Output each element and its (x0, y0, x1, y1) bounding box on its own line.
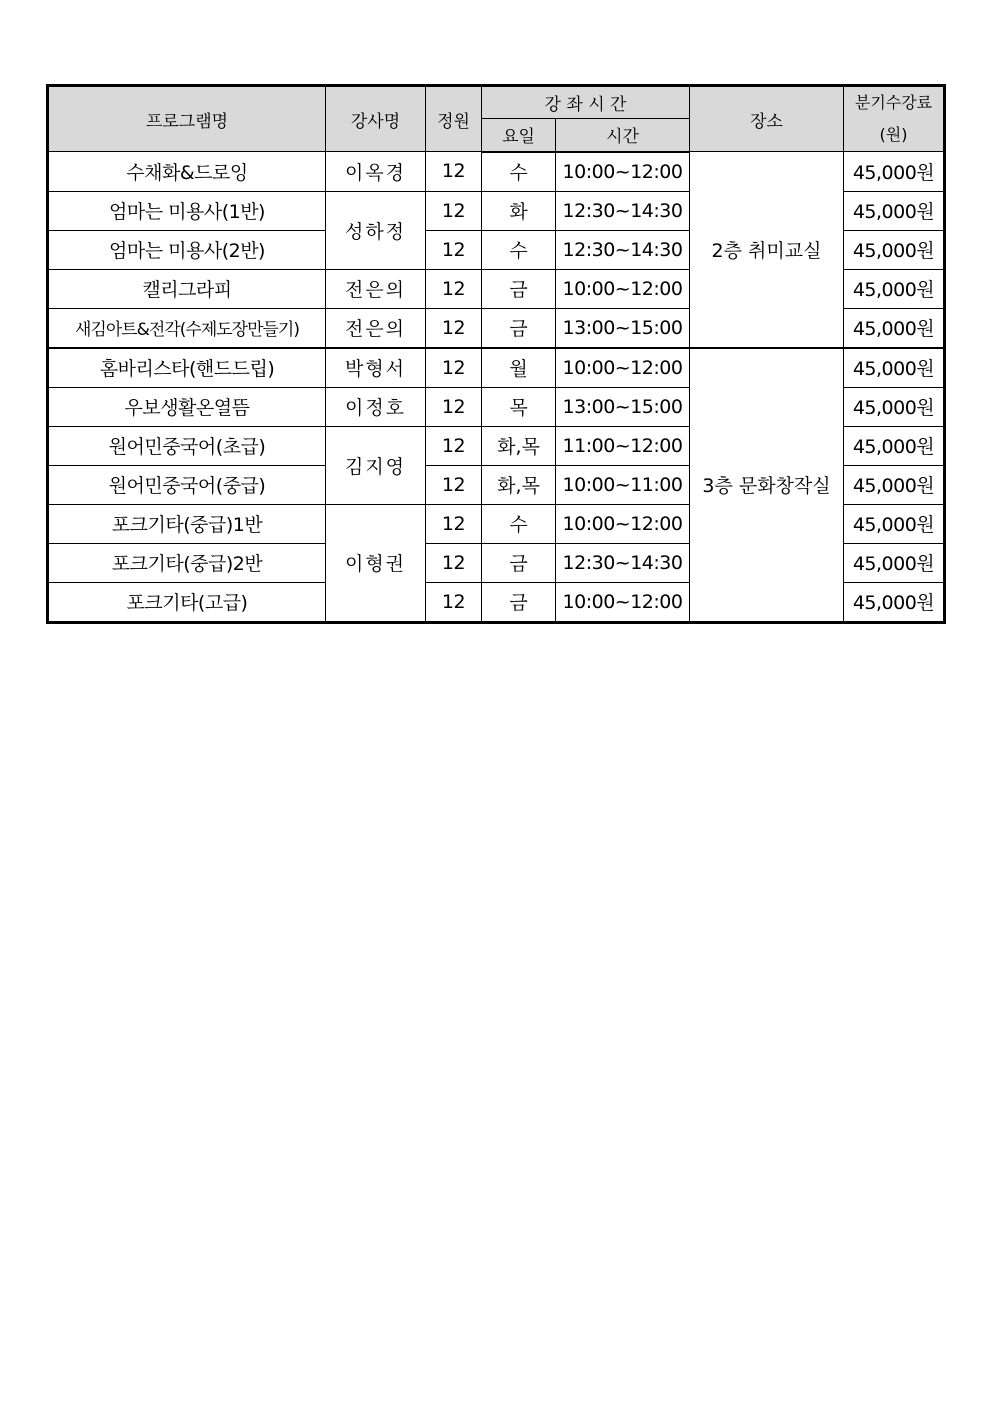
day: 수 (482, 504, 556, 543)
header-fee (844, 86, 945, 152)
program-name: 포크기타(중급)2반 (48, 543, 326, 582)
day: 화 (482, 191, 556, 230)
header-program: 프로그램명 (48, 86, 326, 152)
capacity: 12 (426, 543, 482, 582)
capacity: 12 (426, 582, 482, 622)
day: 금 (482, 582, 556, 622)
program-name: 새김아트&전각(수제도장만들기) (48, 308, 326, 348)
program-name: 원어민중국어(중급) (48, 465, 326, 504)
time: 13:00~15:00 (556, 387, 690, 426)
header-place: 장소 (690, 86, 844, 152)
capacity: 12 (426, 504, 482, 543)
program-name: 원어민중국어(초급) (48, 426, 326, 465)
program-name: 캘리그라피 (48, 269, 326, 308)
program-name: 수채화&드로잉 (48, 152, 326, 192)
day: 금 (482, 543, 556, 582)
day: 수 (482, 230, 556, 269)
fee: 45,000원 (844, 348, 945, 388)
place-floor2: 2층 취미교실 (690, 152, 844, 348)
time: 10:00~12:00 (556, 582, 690, 622)
header-capacity: 정원 (426, 86, 482, 152)
instructor-name: 이정호 (326, 387, 426, 426)
class-schedule-table (46, 84, 946, 624)
time: 10:00~11:00 (556, 465, 690, 504)
capacity: 12 (426, 269, 482, 308)
fee: 45,000원 (844, 152, 945, 192)
capacity: 12 (426, 191, 482, 230)
instructor-name: 이형권 (326, 504, 426, 622)
capacity: 12 (426, 348, 482, 388)
instructor-name: 전은의 (326, 308, 426, 348)
program-name: 우보생활온열뜸 (48, 387, 326, 426)
fee: 45,000원 (844, 426, 945, 465)
fee: 45,000원 (844, 269, 945, 308)
program-name: 포크기타(고급) (48, 582, 326, 622)
day: 수 (482, 152, 556, 192)
fee: 45,000원 (844, 191, 945, 230)
fee: 45,000원 (844, 543, 945, 582)
capacity: 12 (426, 308, 482, 348)
fee: 45,000원 (844, 230, 945, 269)
fee: 45,000원 (844, 387, 945, 426)
program-name: 홈바리스타(핸드드립) (48, 348, 326, 388)
capacity: 12 (426, 426, 482, 465)
header-instructor: 강사명 (326, 86, 426, 152)
table-row (48, 348, 945, 388)
time: 12:30~14:30 (556, 191, 690, 230)
capacity: 12 (426, 152, 482, 192)
day: 목 (482, 387, 556, 426)
place-floor3: 3층 문화창작실 (690, 348, 844, 623)
time: 13:00~15:00 (556, 308, 690, 348)
fee: 45,000원 (844, 308, 945, 348)
program-name: 엄마는 미용사(1반) (48, 191, 326, 230)
header-fee-line2: (원) (879, 125, 908, 144)
time: 11:00~12:00 (556, 426, 690, 465)
day: 금 (482, 269, 556, 308)
capacity: 12 (426, 387, 482, 426)
header-fee-line1: 분기수강료 (854, 93, 933, 112)
time: 10:00~12:00 (556, 504, 690, 543)
instructor-name: 성하정 (326, 191, 426, 269)
time: 10:00~12:00 (556, 269, 690, 308)
table-row (48, 152, 945, 192)
day: 금 (482, 308, 556, 348)
header-day: 요일 (482, 119, 556, 152)
instructor-name: 김지영 (326, 426, 426, 504)
day: 화,목 (482, 426, 556, 465)
program-name: 엄마는 미용사(2반) (48, 230, 326, 269)
capacity: 12 (426, 465, 482, 504)
instructor-name: 박형서 (326, 348, 426, 388)
capacity: 12 (426, 230, 482, 269)
instructor-name: 이옥경 (326, 152, 426, 192)
day: 화,목 (482, 465, 556, 504)
program-name: 포크기타(중급)1반 (48, 504, 326, 543)
instructor-name: 전은의 (326, 269, 426, 308)
time: 10:00~12:00 (556, 348, 690, 388)
time: 12:30~14:30 (556, 543, 690, 582)
time: 10:00~12:00 (556, 152, 690, 192)
fee: 45,000원 (844, 504, 945, 543)
header-time: 시간 (556, 119, 690, 152)
header-class-time: 강 좌 시 간 (482, 86, 690, 119)
table-header (48, 86, 945, 152)
fee: 45,000원 (844, 582, 945, 622)
table-body (48, 152, 945, 623)
time: 12:30~14:30 (556, 230, 690, 269)
fee: 45,000원 (844, 465, 945, 504)
day: 월 (482, 348, 556, 388)
